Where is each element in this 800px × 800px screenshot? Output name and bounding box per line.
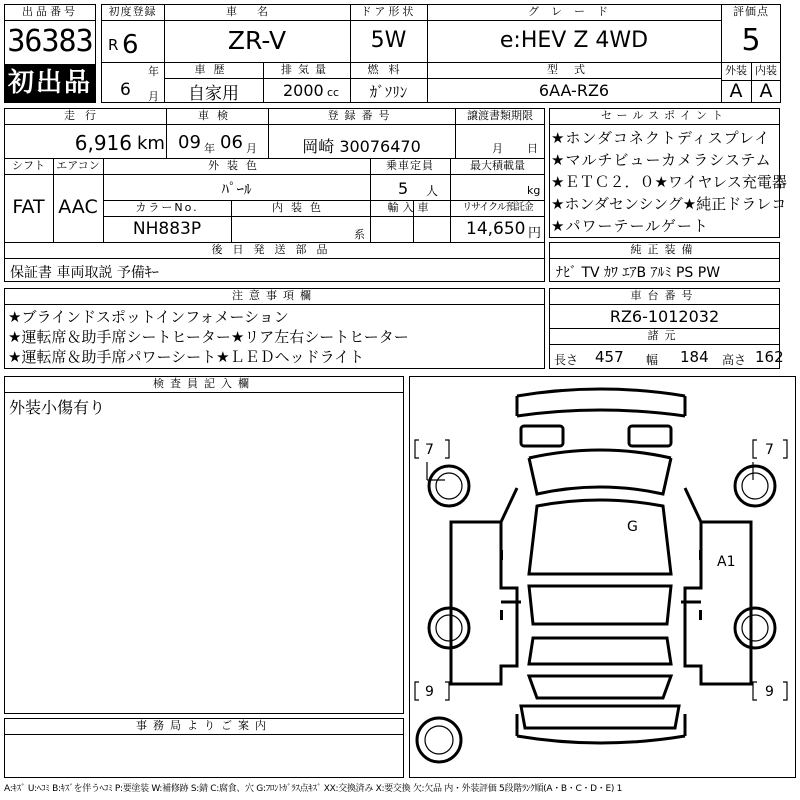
era: R bbox=[108, 36, 119, 54]
sales-point-item: ★ＥＴＣ２．０★ワイヤレス充電器 bbox=[551, 173, 787, 191]
sales-point-item: ★マルチビューカメラシステム bbox=[551, 151, 772, 169]
sales-points-label: セールスポイント bbox=[600, 109, 728, 122]
color-number: NH883P bbox=[132, 219, 202, 239]
notes-label: 注意事項欄 bbox=[232, 289, 317, 302]
damage-mark-right-door: A1 bbox=[717, 554, 736, 570]
shift-label: シフト bbox=[12, 159, 45, 172]
reg-year: 6 bbox=[122, 30, 139, 60]
interior-score-label: 内装 bbox=[755, 64, 777, 77]
notes-line: ★運転席＆助手席パワーシート★ＬＥＤヘッドライト bbox=[8, 348, 365, 366]
first-listing-badge: 初出品 bbox=[4, 64, 96, 103]
inspection-label: 車検 bbox=[198, 109, 236, 122]
inspection-year: 09 bbox=[178, 132, 201, 153]
later-parts-label: 後日発送部品 bbox=[211, 243, 338, 256]
height-label: 高さ bbox=[722, 353, 747, 367]
inspection-month-unit: 月 bbox=[246, 142, 257, 155]
notes-line: ★運転席＆助手席シートヒーター★リア左右シートヒーター bbox=[8, 328, 409, 346]
inspector-note: 外装小傷有り bbox=[9, 398, 106, 417]
mileage: 6,916 bbox=[74, 131, 132, 155]
reg-month-unit: 月 bbox=[148, 90, 159, 103]
interior-color-unit: 系 bbox=[354, 228, 365, 241]
recycle-label: リサイクル預託金 bbox=[462, 202, 533, 213]
inspector-label: 検査員記入欄 bbox=[153, 377, 255, 390]
mileage-unit: km bbox=[137, 133, 165, 154]
sales-point-item: ★ホンダセンシング★純正ドラレコ bbox=[551, 195, 787, 213]
max-load-unit: kg bbox=[527, 184, 541, 197]
max-load-label: 最大積載量 bbox=[470, 159, 525, 172]
equipment-label: 純正装備 bbox=[630, 243, 699, 256]
exterior-score-label: 外装 bbox=[725, 64, 747, 77]
import-label: 輸入車 bbox=[387, 201, 433, 214]
tire-tread-front-right: 7 bbox=[765, 442, 774, 458]
grade-label: グレード bbox=[528, 5, 620, 18]
reg-month: 6 bbox=[120, 80, 131, 100]
interior-score: A bbox=[759, 80, 773, 102]
mileage-label: 走行 bbox=[64, 109, 106, 122]
fuel: ｶﾞｿﾘﾝ bbox=[369, 83, 408, 101]
equipment: ﾅﾋﾞ TV ｶﾜ ｴｱB ｱﾙﾐ PS PW bbox=[556, 265, 721, 281]
history-label: 車歴 bbox=[194, 63, 233, 76]
capacity: 5 bbox=[398, 179, 409, 198]
length: 457 bbox=[595, 348, 624, 366]
inspector-block bbox=[4, 376, 404, 714]
fuel-label: 燃料 bbox=[367, 63, 410, 76]
score-label: 評価点 bbox=[733, 5, 769, 18]
notes-line: ★ブラインドスポットインフォメーション bbox=[8, 308, 289, 326]
plate-number: 岡崎 30076470 bbox=[302, 137, 421, 156]
width: 184 bbox=[680, 348, 709, 366]
lot-number-label: 出品番号 bbox=[22, 5, 78, 18]
score: 5 bbox=[741, 23, 761, 58]
lot-number: 36383 bbox=[7, 24, 93, 59]
door-label: ドア形状 bbox=[360, 5, 417, 18]
history: 自家用 bbox=[188, 84, 239, 104]
office-label: 事務局よりご案内 bbox=[136, 719, 272, 732]
tire-tread-rear-left: 9 bbox=[425, 684, 434, 700]
interior-color-label: 内装色 bbox=[272, 201, 329, 214]
recycle-fee: 14,650 bbox=[466, 219, 526, 239]
aircon: AAC bbox=[58, 196, 98, 218]
displacement: 2000 bbox=[283, 81, 324, 100]
chassis-label: 車台番号 bbox=[630, 289, 699, 302]
reg-year-unit: 年 bbox=[148, 65, 159, 78]
inspection-year-unit: 年 bbox=[204, 142, 215, 155]
height: 162 bbox=[755, 348, 784, 366]
length-label: 長さ bbox=[554, 353, 579, 367]
plate-label: 登録番号 bbox=[327, 109, 396, 122]
chassis-number: RZ6-1012032 bbox=[609, 307, 720, 326]
damage-mark-windshield: G bbox=[627, 519, 638, 535]
transfer-deadline-label: 譲渡書類期限 bbox=[467, 109, 533, 122]
sales-point-item: ★ホンダコネクトディスプレイ bbox=[551, 129, 771, 147]
tire-tread-rear-right: 9 bbox=[765, 684, 774, 700]
door-type: 5W bbox=[370, 28, 407, 53]
exterior-color-label: 外装色 bbox=[208, 159, 265, 172]
exterior-color: ﾊﾟｰﾙ bbox=[221, 180, 252, 198]
displacement-unit: cc bbox=[327, 86, 340, 99]
aircon-label: エアコン bbox=[56, 159, 100, 172]
sales-point-item: ★パワーテールゲート bbox=[551, 217, 709, 235]
capacity-unit: 人 bbox=[426, 184, 439, 198]
deadline-month-unit: 月 bbox=[492, 142, 503, 155]
car-name: ZR-V bbox=[227, 26, 287, 55]
grade: e:HEV Z 4WD bbox=[499, 28, 649, 53]
car-diagram bbox=[409, 376, 796, 778]
tire-tread-front-left: 7 bbox=[425, 442, 434, 458]
inspection-month: 06 bbox=[220, 132, 243, 153]
exterior-score: A bbox=[729, 80, 743, 102]
color-number-label: カラーNo. bbox=[135, 201, 199, 214]
specs-label: 諸元 bbox=[647, 329, 682, 342]
displacement-label: 排気量 bbox=[281, 63, 332, 76]
legend: A:ｷｽﾞ U:ﾍｺﾐ B:ｷｽﾞを伴うﾍｺﾐ P:要塗装 W:補修跡 S:錆 C:腐食、穴 G:ﾌﾛﾝﾄｶﾞﾗｽ点ｷｽﾞ XX:交換済み X:要交換 欠:欠品 内・外装評価 5段階ﾗﾝｸ順(A・B・C・D・E) 1 bbox=[4, 784, 623, 794]
width-label: 幅 bbox=[646, 353, 659, 367]
shift: FAT bbox=[12, 196, 45, 218]
model-code-label: 型式 bbox=[547, 63, 601, 76]
recycle-fee-unit: 円 bbox=[528, 226, 542, 241]
later-parts: 保証書 車両取説 予備ｷｰ bbox=[10, 265, 159, 281]
model-code: 6AA-RZ6 bbox=[538, 81, 610, 100]
capacity-label: 乗車定員 bbox=[386, 159, 434, 172]
first-registration-label: 初度登録 bbox=[108, 5, 157, 18]
car-name-label: 車名 bbox=[226, 5, 288, 18]
deadline-day-unit: 日 bbox=[527, 142, 538, 155]
